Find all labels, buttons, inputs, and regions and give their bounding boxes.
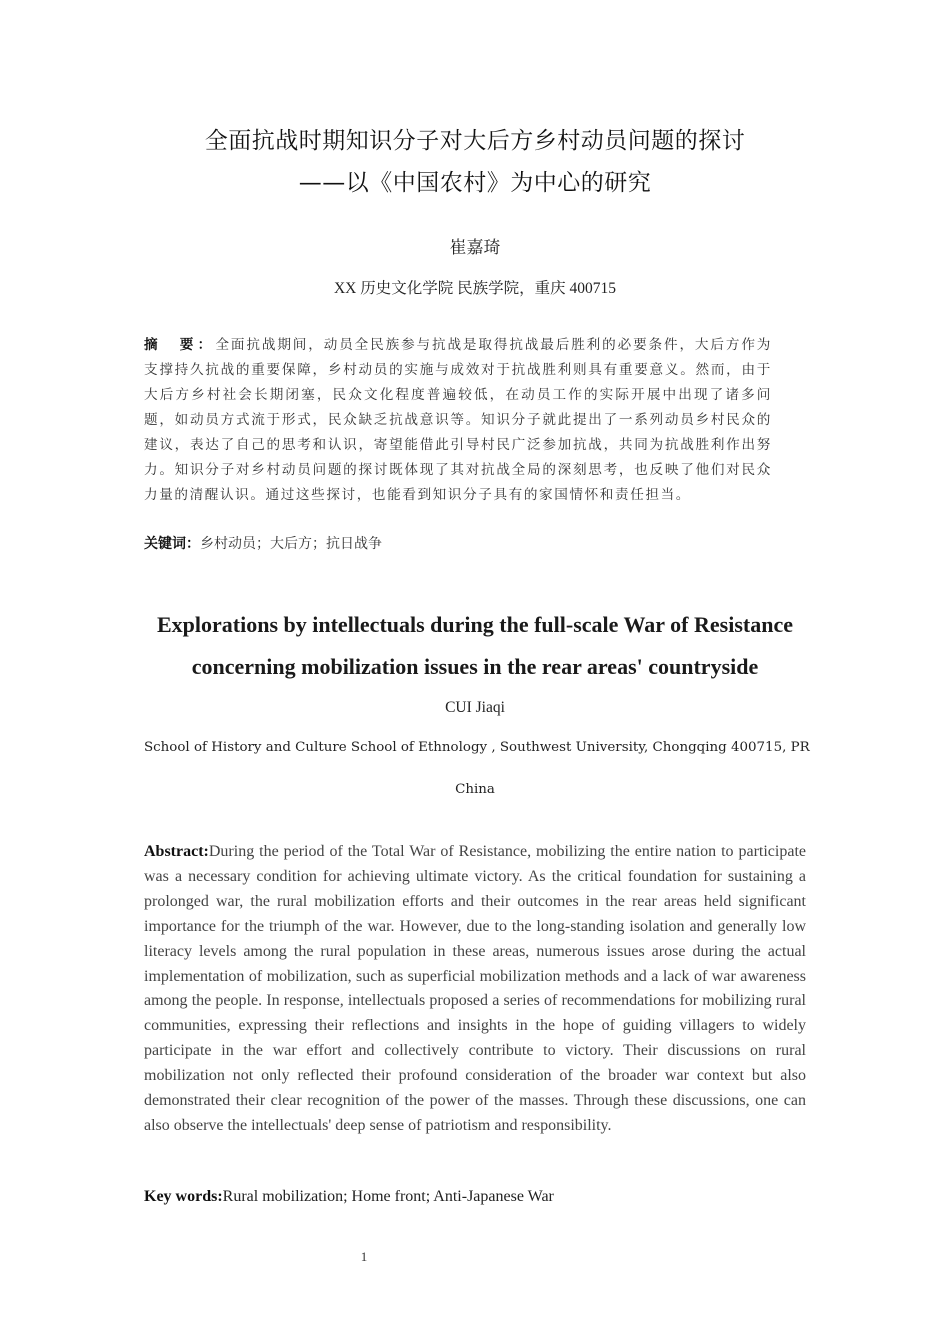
english-keywords: [144, 1188, 806, 1206]
chinese-keywords-label: 关键词：: [144, 536, 200, 552]
english-affiliation-line-2: China: [455, 782, 495, 797]
chinese-title-line-2: ——以《中国农村》为中心的研究: [298, 170, 652, 196]
chinese-abstract: [144, 333, 772, 508]
english-abstract: [144, 840, 806, 1139]
english-keywords-label: Key words:: [144, 1188, 223, 1205]
english-title-line-2: concerning mobilization issues in the rear areas' countryside: [191, 654, 759, 679]
chinese-author: 崔嘉琦: [449, 238, 501, 258]
chinese-abstract-label: 摘 要：: [144, 337, 216, 353]
chinese-affiliation: XX 历史文化学院 民族学院，重庆 400715: [333, 280, 616, 297]
chinese-abstract-text: 全面抗战期间，动员全民族参与抗战是取得抗战最后胜利的必要条件，大后方作为支撑持久抗战的重要保障，乡村动员的实施与成效对于抗战胜利则具有重要意义。然而，由于大后方乡村社会长期闭塞，民众文化程度普遍较低，在动员工作的实际开展中出现了诸多问题，如动员方式流于形式，民众缺乏抗战意识等。知识分子就此提出了一系列动员乡村民众的建议，表达了自己的思考和认识，寄望能借此引导村民广泛参加抗战，共同为抗战胜利作出努力。知识分子对乡村动员问题的探讨既体现了其对抗战全局的深刻思考，也反映了他们对民众力量的清醒认识。通过这些探讨，也能看到知识分子具有的家国情怀和责任担当。: [144, 337, 772, 503]
english-abstract-text: During the period of the Total War of Resistance, mobilizing the entire nation to participate was a necessary condition for achieving ultimate victory. As the critical foundation for sustaining a prolonged war, the rural mobilization efforts and their outcomes in the rear areas held significant importance for the triumph of the war. However, due to the long-standing isolation and generally low literacy levels among the rural population in these areas, numerous issues arose during the actual implementation of mobilization, such as superficial mobilization methods and a lack of war awareness among the people. In response, intellectuals proposed a series of recommendations for mobilizing rural communities, expressing their reflections and insights in the hope of guiding villagers to widely participate in the war effort and collectively contribute to victory. Their discussions on rural mobilization not only reflected their profound consideration of the broader war context but also demonstrated their clear recognition of the power of the masses. Through these discussions, one can also observe the intellectuals' deep sense of patriotism and responsibility.: [144, 843, 806, 1134]
chinese-keywords-text: 乡村动员；大后方；抗日战争: [200, 536, 382, 552]
english-affiliation-line-1: School of History and Culture School of Ethnology , Southwest University, Chongqing 400715, PR: [144, 740, 810, 755]
english-abstract-label: Abstract:: [144, 843, 209, 860]
english-keywords-text: Rural mobilization; Home front; Anti-Japanese War: [222, 1188, 554, 1205]
english-affiliation: [144, 740, 810, 811]
chinese-keywords: [144, 533, 772, 553]
english-author: CUI Jiaqi: [445, 699, 505, 716]
chinese-title-line-1: 全面抗战时期知识分子对大后方乡村动员问题的探讨: [204, 128, 746, 154]
page-number: 1: [360, 1249, 368, 1264]
english-title-line-1: Explorations by intellectuals during the full-scale War of Resistance: [157, 612, 793, 637]
